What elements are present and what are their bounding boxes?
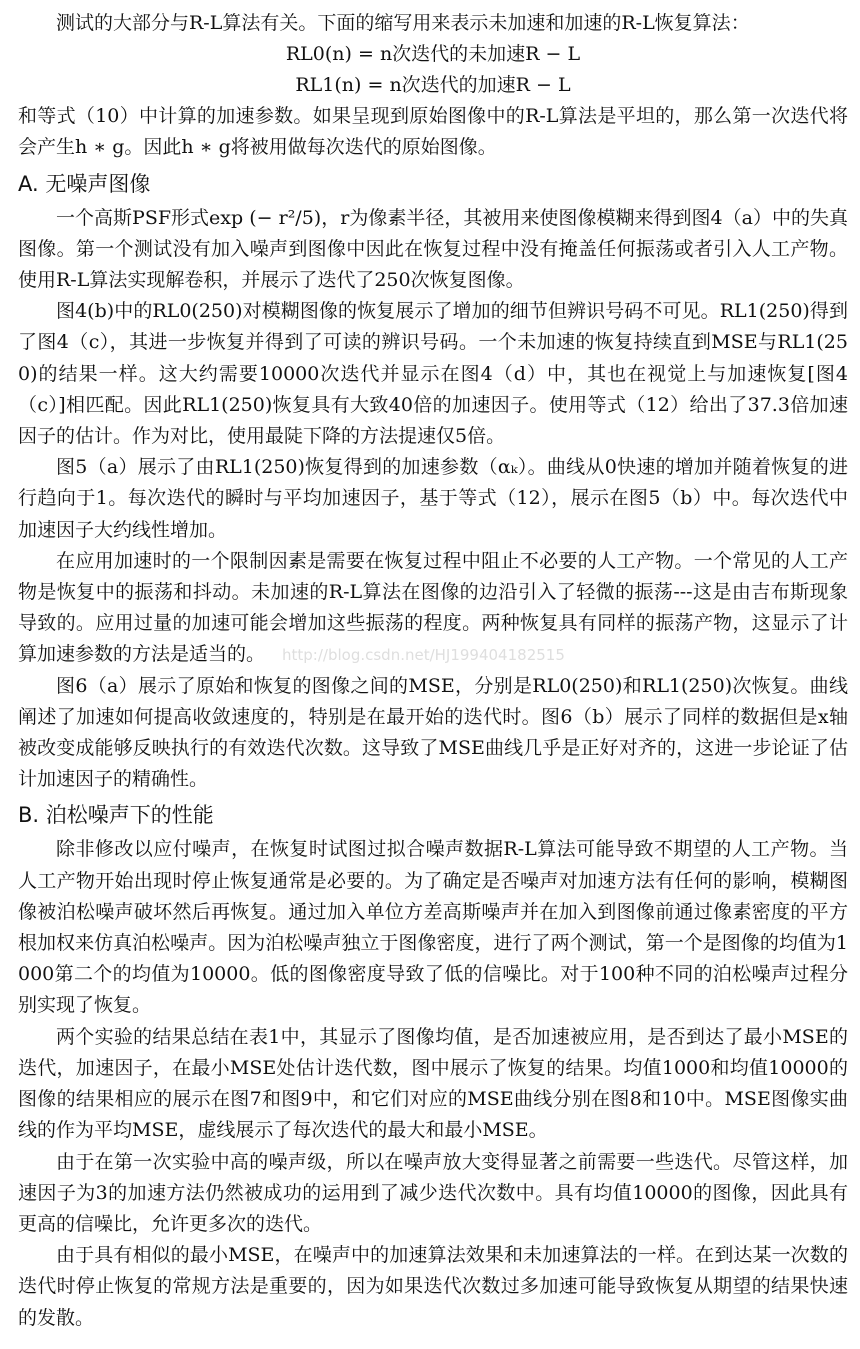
section-a-paragraph-2: 图4(b)中的RL0(250)对模糊图像的恢复展示了增加的细节但辨识号码不可见。RL1(250)得到了图4（c），其进一步恢复并得到了可读的辨识号码。一个未加速的恢复持续直到MSE与RL1(250)的结果一样。这大约需要10000次迭代并显示在图4（d）中，其也在视觉上与加速恢复[图4（c）]相匹配。因此RL1(250)恢复具有大致40倍的加速因子。使用等式（12）给出了37.3倍加速因子的估计。作为对比，使用最陡下降的方法提速仅5倍。 (18, 300, 848, 448)
section-a-paragraph-5: 图6（a）展示了原始和恢复的图像之间的MSE，分别是RL0(250)和RL1(250)次恢复。曲线阐述了加速如何提高收敛速度的，特别是在最开始的迭代时。图6（b）展示了同样的数据但是x轴被改变成能够反映执行的有效迭代次数。这导致了MSE曲线几乎是正好对齐的，这进一步论证了估计加速因子的精确性。 (18, 674, 848, 791)
section-b-paragraph-1: 除非修改以应付噪声，在恢复时试图过拟合噪声数据R-L算法可能导致不期望的人工产物。当人工产物开始出现时停止恢复通常是必要的。为了确定是否噪声对加速方法有任何的影响，模糊图像被泊松噪声破坏然后再恢复。通过加入单位方差高斯噪声并在加入到图像前通过像素密度的平方根加权来仿真泊松噪声。因为泊松噪声独立于图像密度，进行了两个测试，第一个是图像的均值为1000第二个的均值为10000。低的图像密度导致了低的信噪比。对于100种不同的泊松噪声过程分别实现了恢复。 (18, 838, 848, 1017)
section-b-heading: B. 泊松噪声下的性能 (18, 803, 214, 828)
equation-rl1: RL1(n) = n次迭代的加速R − L (295, 74, 571, 97)
document-page (18, 8, 848, 1334)
section-b-paragraph-2: 两个实验的结果总结在表1中，其显示了图像均值，是否加速被应用，是否到达了最小MSE的迭代，加速因子，在最小MSE处估计迭代数，图中展示了恢复的结果。均值1000和均值10000的图像的结果相应的展示在图7和图9中，和它们对应的MSE曲线分别在图8和10中。MSE图像实曲线的作为平均MSE，虚线展示了每次迭代的最大和最小MSE。 (18, 1025, 848, 1142)
section-a-paragraph-1: 一个高斯PSF形式exp (− r²/5)，r为像素半径，其被用来使图像模糊来得到图4（a）中的失真图像。第一个测试没有加入噪声到图像中因此在恢复过程中没有掩盖任何振荡或者引入人工产物。使用R-L算法实现解卷积，并展示了迭代了250次恢复图像。 (18, 206, 848, 292)
section-b-paragraph-3: 由于在第一次实验中高的噪声级，所以在噪声放大变得显著之前需要一些迭代。尽管这样，加速因子为3的加速方法仍然被成功的运用到了减少迭代次数中。具有均值10000的图像，因此具有更高的信噪比，允许更多次的迭代。 (18, 1150, 848, 1235)
intro-paragraph: 测试的大部分与R-L算法有关。下面的缩写用来表示未加速和加速的R-L恢复算法： (56, 12, 750, 34)
section-b-paragraph-4: 由于具有相似的最小MSE，在噪声中的加速算法效果和未加速算法的一样。在到达某一次数的迭代时停止恢复的常规方法是重要的，因为如果迭代次数过多加速可能导致恢复从期望的结果快速的发散。 (18, 1244, 848, 1329)
watermark-text: http://blog.csdn.net/HJ199404182515 (282, 646, 565, 664)
section-a-paragraph-3: 图5（a）展示了由RL1(250)恢复得到的加速参数（αₖ）。曲线从0快速的增加并随着恢复的进行趋向于1。每次迭代的瞬时与平均加速因子，基于等式（12），展示在图5（b）中。每次迭代中加速因子大约线性增加。 (18, 456, 848, 541)
section-a-paragraph-4: 在应用加速时的一个限制因素是需要在恢复过程中阻止不必要的人工产物。一个常见的人工产物是恢复中的振荡和抖动。未加速的R-L算法在图像的边沿引入了轻微的振荡---这是由吉布斯现象导致的。应用过量的加速可能会增加这些振荡的程度。两种恢复具有同样的振荡产物，这显示了计算加速参数的方法是适当的。 (18, 549, 848, 666)
after-equations-paragraph: 和等式（10）中计算的加速参数。如果呈现到原始图像中的R-L算法是平坦的，那么第一次迭代将会产生h ∗ g。因此h ∗ g将被用做每次迭代的原始图像。 (18, 105, 848, 159)
section-a-heading: A. 无噪声图像 (18, 171, 151, 196)
equation-rl0: RL0(n) = n次迭代的未加速R − L (285, 43, 581, 66)
